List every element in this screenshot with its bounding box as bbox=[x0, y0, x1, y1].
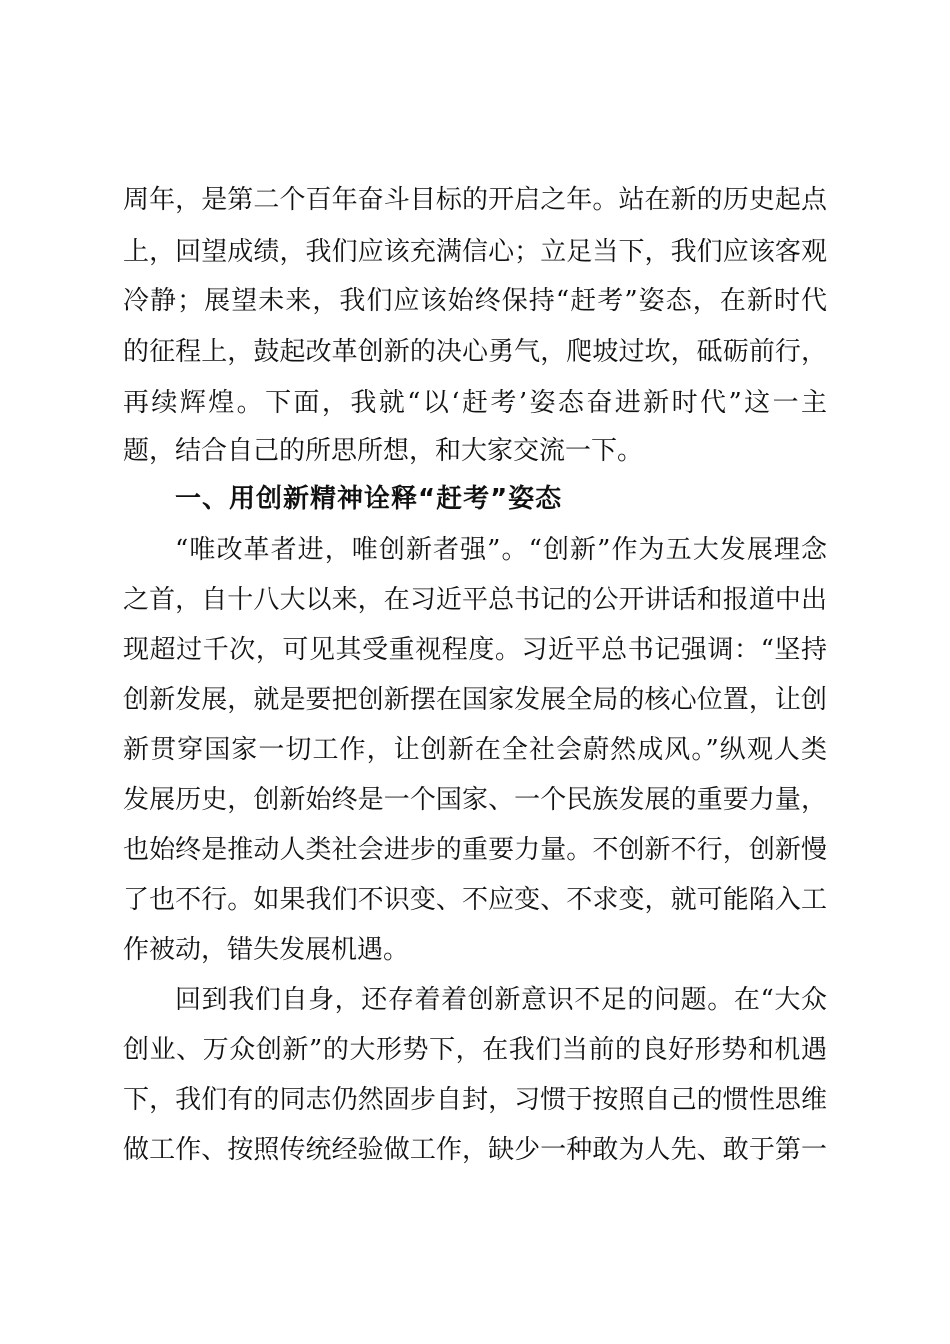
paragraph-line: 上，回望成绩，我们应该充满信心；立足当下，我们应该客观 bbox=[123, 237, 827, 267]
paragraph-line: 的征程上，鼓起改革创新的决心勇气，爬坡过坎，砥砺前行， bbox=[123, 337, 827, 367]
paragraph-line: 现超过千次，可见其受重视程度。习近平总书记强调：“坚持 bbox=[123, 635, 827, 665]
section-heading: 一、用创新精神诠释“赶考”姿态 bbox=[175, 484, 563, 514]
paragraph-line: 作被动，错失发展机遇。 bbox=[123, 935, 410, 965]
paragraph-line: “唯改革者进，唯创新者强”。“创新”作为五大发展理念 bbox=[175, 535, 827, 565]
paragraph-line: 周年，是第二个百年奋斗目标的开启之年。站在新的历史起点 bbox=[123, 185, 827, 215]
paragraph-line: 之首，自十八大以来，在习近平总书记的公开讲话和报道中出 bbox=[123, 585, 827, 615]
paragraph-line: 新贯穿国家一切工作，让创新在全社会蔚然成风。”纵观人类 bbox=[123, 735, 827, 765]
paragraph-line: 创新发展，就是要把创新摆在国家发展全局的核心位置，让创 bbox=[123, 685, 827, 715]
paragraph-line: 发展历史，创新始终是一个国家、一个民族发展的重要力量， bbox=[123, 785, 827, 815]
paragraph-line: 创业、万众创新”的大形势下，在我们当前的良好形势和机遇 bbox=[123, 1035, 827, 1065]
paragraph-line: 下，我们有的同志仍然固步自封，习惯于按照自己的惯性思维 bbox=[123, 1085, 827, 1115]
paragraph-line: 做工作、按照传统经验做工作，缺少一种敢为人先、敢于第一 bbox=[123, 1135, 827, 1165]
paragraph-line: 再续辉煌。下面，我就“以‘赶考’姿态奋进新时代”这一主 bbox=[123, 388, 827, 418]
paragraph-line: 题，结合自己的所思所想，和大家交流一下。 bbox=[123, 436, 644, 466]
paragraph-line: 冷静；展望未来，我们应该始终保持“赶考”姿态，在新时代 bbox=[123, 286, 827, 316]
paragraph-line: 回到我们自身，还存着着创新意识不足的问题。在“大众 bbox=[175, 985, 827, 1015]
paragraph-line: 也始终是推动人类社会进步的重要力量。不创新不行，创新慢 bbox=[123, 835, 827, 865]
paragraph-line: 了也不行。如果我们不识变、不应变、不求变，就可能陷入工 bbox=[123, 885, 827, 915]
